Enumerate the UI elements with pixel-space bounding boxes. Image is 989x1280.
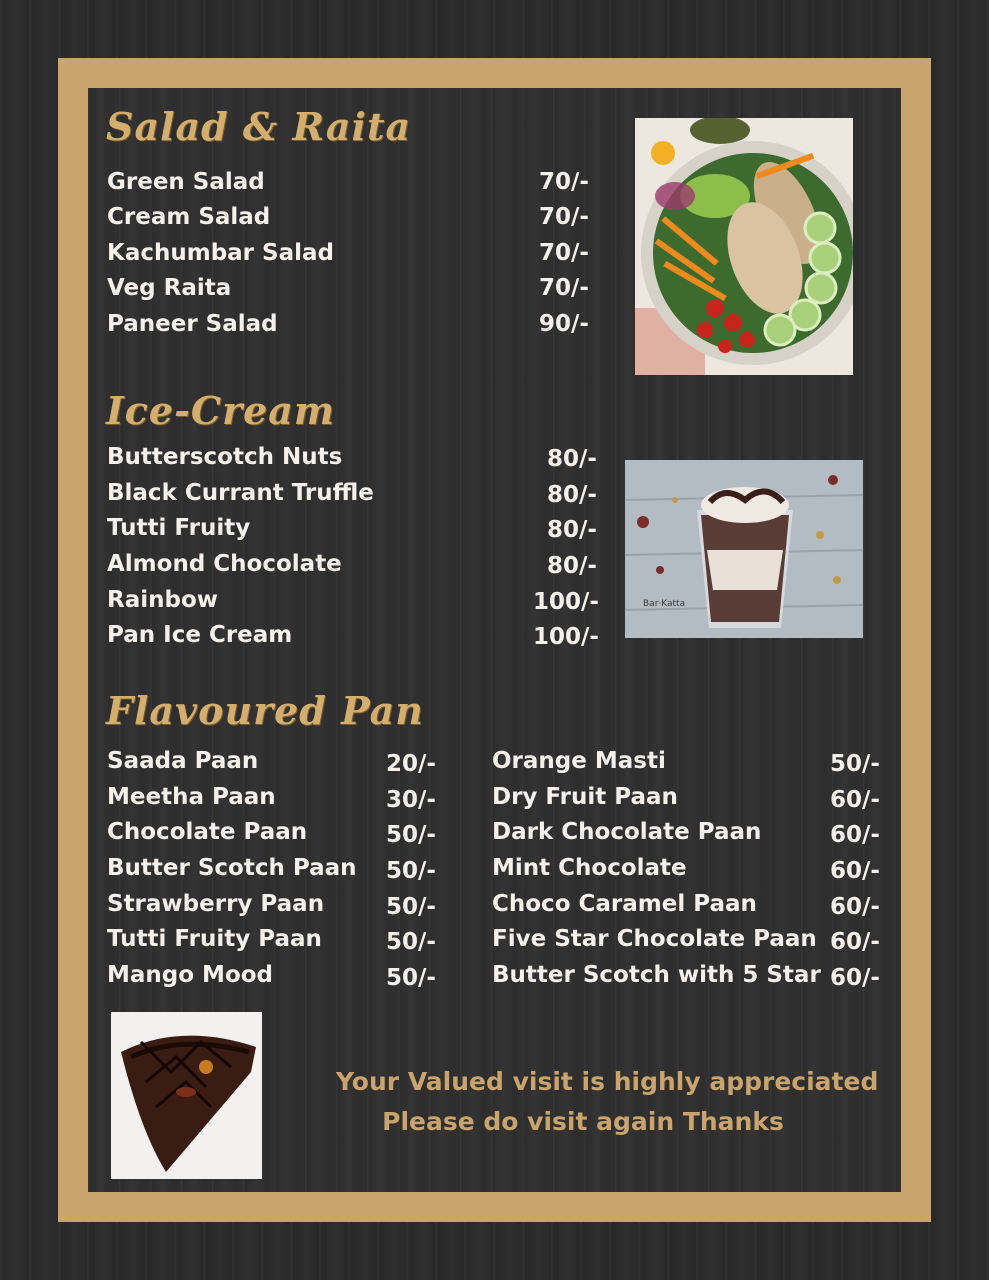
menu-item-price: 80/- bbox=[547, 517, 597, 543]
menu-item-price: 100/- bbox=[533, 624, 599, 650]
menu-item-price: 70/- bbox=[539, 275, 589, 301]
menu-item-price: 60/- bbox=[830, 965, 880, 991]
menu-item-name: Butter Scotch Paan bbox=[107, 855, 357, 881]
menu-item-price: 60/- bbox=[830, 822, 880, 848]
menu-item-price: 80/- bbox=[547, 482, 597, 508]
menu-item-name: Meetha Paan bbox=[107, 784, 276, 810]
pan-dessert-photo bbox=[111, 1012, 262, 1179]
menu-item-price: 30/- bbox=[386, 787, 436, 813]
menu-item-price: 60/- bbox=[830, 894, 880, 920]
menu-item-price: 80/- bbox=[547, 553, 597, 579]
menu-item-name: Dry Fruit Paan bbox=[492, 784, 678, 810]
menu-item-price: 70/- bbox=[539, 240, 589, 266]
menu-item-price: 50/- bbox=[830, 751, 880, 777]
menu-item-name: Five Star Chocolate Paan bbox=[492, 926, 817, 952]
menu-item-price: 50/- bbox=[386, 929, 436, 955]
salad-photo bbox=[635, 118, 853, 375]
menu-item-price: 60/- bbox=[830, 929, 880, 955]
menu-item-name: Mint Chocolate bbox=[492, 855, 687, 881]
menu-item-name: Butterscotch Nuts bbox=[107, 444, 343, 470]
menu-item-name: Mango Mood bbox=[107, 962, 274, 988]
chocolate-pan-illustration bbox=[111, 1012, 262, 1179]
menu-item-price: 20/- bbox=[386, 751, 436, 777]
menu-item-price: 80/- bbox=[547, 446, 597, 472]
menu-item-name: Black Currant Truffle bbox=[107, 480, 374, 506]
menu-item-price: 60/- bbox=[830, 858, 880, 884]
menu-item-name: Choco Caramel Paan bbox=[492, 891, 757, 917]
menu-item-name: Veg Raita bbox=[107, 275, 232, 301]
menu-item-price: 50/- bbox=[386, 858, 436, 884]
menu-item-name: Kachumbar Salad bbox=[107, 240, 334, 266]
menu-item-name: Rainbow bbox=[107, 587, 219, 613]
flavoured-pan-heading: Flavoured Pan bbox=[106, 688, 424, 733]
menu-item-name: Chocolate Paan bbox=[107, 819, 308, 845]
menu-item-name: Dark Chocolate Paan bbox=[492, 819, 762, 845]
footer-line-2: Please do visit again Thanks bbox=[382, 1107, 784, 1136]
menu-item-price: 90/- bbox=[539, 311, 589, 337]
ice-cream-photo bbox=[625, 460, 863, 638]
menu-item-name: Butter Scotch with 5 Star bbox=[492, 962, 821, 988]
salad-raita-heading: Salad & Raita bbox=[106, 104, 412, 149]
menu-item-price: 70/- bbox=[539, 204, 589, 230]
menu-item-name: Almond Chocolate bbox=[107, 551, 342, 577]
photo-watermark: Bar·Katta bbox=[643, 599, 686, 609]
menu-item-name: Tutti Fruity bbox=[107, 515, 251, 541]
menu-item-price: 50/- bbox=[386, 822, 436, 848]
menu-item-price: 50/- bbox=[386, 965, 436, 991]
menu-item-name: Paneer Salad bbox=[107, 311, 278, 337]
menu-item-price: 100/- bbox=[533, 589, 599, 615]
menu-item-name: Strawberry Paan bbox=[107, 891, 325, 917]
salad-bowl-illustration bbox=[635, 118, 853, 375]
footer-line-1: Your Valued visit is highly appreciated bbox=[336, 1067, 879, 1096]
menu-item-price: 60/- bbox=[830, 787, 880, 813]
menu-item-name: Cream Salad bbox=[107, 204, 271, 230]
menu-item-name: Green Salad bbox=[107, 169, 265, 195]
ice-cream-heading: Ice-Cream bbox=[106, 388, 336, 433]
menu-item-price: 50/- bbox=[386, 894, 436, 920]
menu-item-name: Pan Ice Cream bbox=[107, 622, 293, 648]
menu-item-price: 70/- bbox=[539, 169, 589, 195]
sundae-cup-illustration bbox=[625, 460, 863, 638]
menu-item-name: Orange Masti bbox=[492, 748, 666, 774]
menu-item-name: Saada Paan bbox=[107, 748, 259, 774]
menu-item-name: Tutti Fruity Paan bbox=[107, 926, 322, 952]
